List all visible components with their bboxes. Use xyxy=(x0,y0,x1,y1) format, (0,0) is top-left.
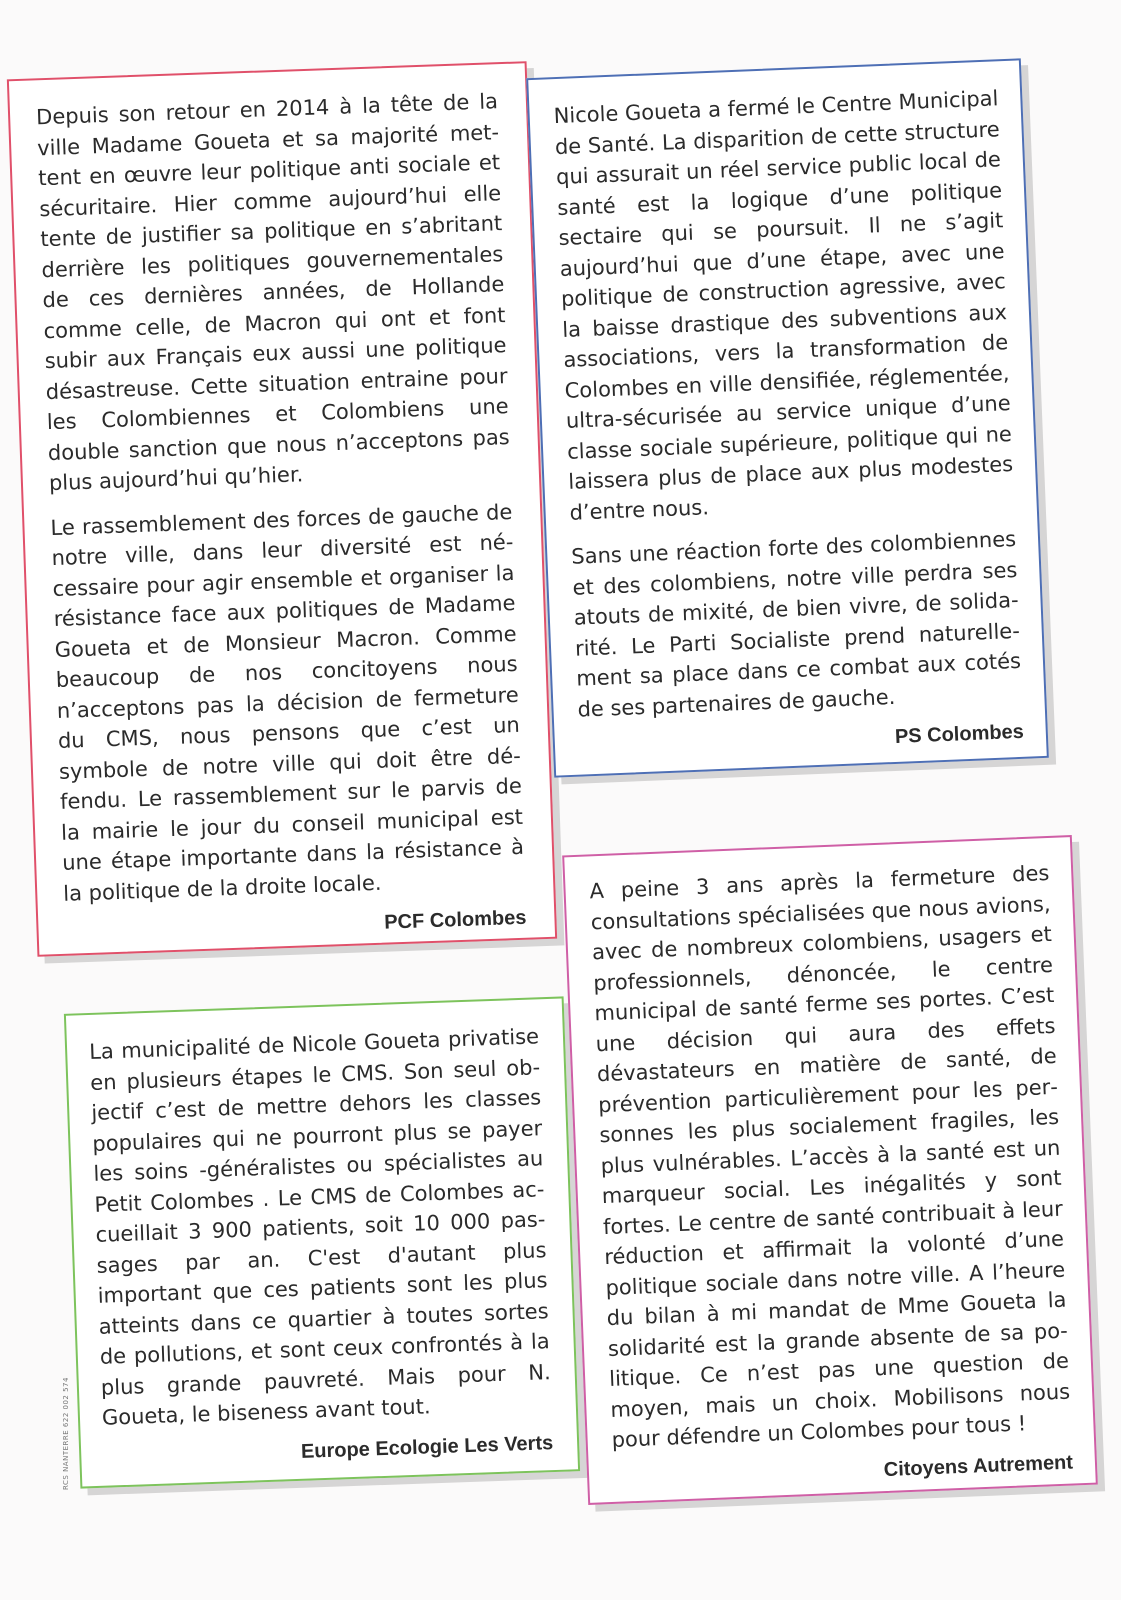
article-ps-colombes xyxy=(526,58,1049,777)
article-paragraph: A peine 3 ans après la fermeture des consultations spécialisées que nous avions, avec de nombreux colombiens, usagers et professionnels, dénoncée, le centre municipal de santé ferme ses portes. C’est une décision qui aura des effets dévastateurs en matière de santé, de prévention particulièrement pour les personnes les plus socialement fragiles, les plus vulnérables. L’accès à la santé est un marqueur social. Les inégalités y sont fortes. Le centre de santé contribuait à leur réduction et affirmait la volonté d’une politique sociale dans notre ville. A l’heure du bilan à mi mandat de Mme Goueta la solidarité est la grande absente de sa politique. Ce n’est pas une question de moyen, mais un choix. Mobilisons nous pour défendre un Colombes pour tous ! xyxy=(589,860,1071,1452)
article-pcf-colombes xyxy=(7,61,557,957)
article-signature: PCF Colombes xyxy=(383,906,527,934)
article-paragraph: La municipalité de Nicole Goueta privatise en plusieurs étapes le CMS. Son seul objectif c’est de mettre dehors les classes populaires qui ne pourront plus se payer les soins -généralistes ou spécialistes au Petit Colombes . Le CMS de Colombes accueillait 3 900 patients, soit 10 000 passages par an. C'est d'autant plus important que ces patients sont les plus atteints dans ce quartier à toutes sortes de pollutions, et sont ceux confrontés à la plus grande pauvreté. Mais pour N. Goueta, le biseness avant tout. xyxy=(88,1024,552,1430)
printer-credit: RCS NANTERRE 622 002 574 xyxy=(62,1377,70,1490)
article-europe-ecologie xyxy=(64,996,580,1488)
article-paragraph: Nicole Goueta a fermé le Centre Municipal de Santé. La disparition de cette structure qui assurait un réel service public local de santé est la logique d’une politique sectaire qui se poursuit. Il ne s’agit aujourd’hui que d’une étape, avec une politique de construction agressive, avec la baisse drastique des subventions aux associations, vers la transformation de Colombes en ville densifiée, réglementée, ultra-sécurisée au service unique d’une classe sociale supérieure, politique qui ne laissera plus de place aux plus modestes d’entre nous. xyxy=(553,86,1014,525)
article-signature: Europe Ecologie Les Verts xyxy=(300,1431,554,1463)
article-citoyens-autrement xyxy=(562,835,1098,1505)
article-paragraph: Le rassemblement des forces de gauche de notre ville, dans leur diversité est nécessaire pour agir ensemble et organiser la résistance face aux politiques de Madame Goueta et de Monsieur Macron. Comme beaucoup de nos concitoyens nous n’acceptons pas la décision de fermeture du CMS, nous pensons que c’est un symbole de notre ville qui doit être défendu. Le rassemblement sur le parvis de la mairie le jour du conseil municipal est une étape importante dans la résistance à la politique de la droite locale. xyxy=(50,499,525,906)
article-paragraph: Depuis son retour en 2014 à la tête de la ville Madame Goueta et sa majorité mettent en œuvre leur politique anti sociale et sécuritaire. Hier comme aujourd’hui elle tente de justifier sa politique en s’abritant derrière les politiques gouvernementales de ces dernières années, de Hollande comme celle, de Macron qui ont et font subir aux Français eux aussi une politique désastreuse. Cette situation entraine pour les Colombiennes et Colombiens une double sanction que nous n’acceptons pas plus aujourd’hui qu’hier. xyxy=(35,89,511,496)
article-paragraph: Sans une réaction forte des colombiennes et des colombiens, notre ville perdra ses atouts de mixité, de bien vivre, de solidarité. Le Parti Socialiste prend naturellement sa place dans ce combat aux cotés de ses partenaires de gauche. xyxy=(570,526,1022,722)
article-signature: Citoyens Autrement xyxy=(883,1450,1074,1481)
article-signature: PS Colombes xyxy=(894,720,1025,748)
